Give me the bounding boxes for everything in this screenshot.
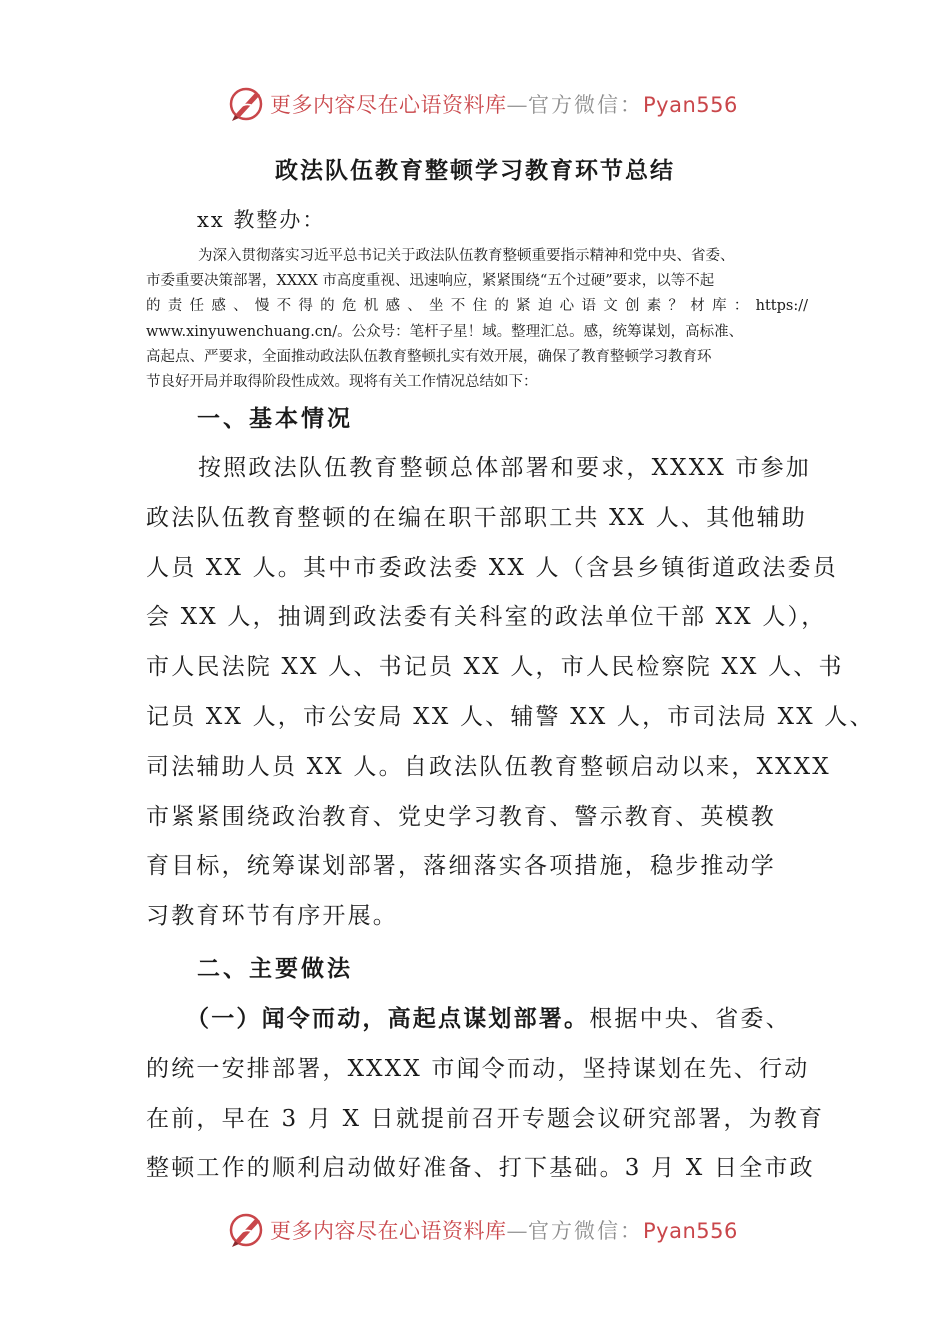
section-basic-paragraph: [146, 444, 875, 942]
document-title: 政法队伍教育整顿学习教育环节总结: [275, 157, 675, 184]
paragraph-line-rest: 根据中央、省委、: [589, 1006, 791, 1032]
paragraph-line: 记员 XX 人，市公安局 XX 人、辅警 XX 人，市司法局 XX 人、: [146, 703, 875, 730]
paragraph-line: 的统一安排部署，XXXX 市闻令而动，坚持谋划在先、行动: [146, 1055, 810, 1082]
office-name: xx 教整办：: [197, 208, 326, 232]
intro-line: 为深入贯彻落实习近平总书记关于政法队伍教育整顿重要指示精神和党中央、省委、: [198, 248, 735, 264]
intro-paragraph: [146, 244, 808, 395]
intro-line: 节良好开局并取得阶段性成效。现将有关工作情况总结如下：: [146, 374, 538, 391]
paragraph-line: [146, 994, 808, 1045]
intro-line: 的责任感、慢不得的危机感、坐不住的紧迫心语文创素？材库：https://: [146, 298, 808, 315]
banner-wechat-id: Pyan556: [643, 93, 738, 117]
paragraph-line: 整顿工作的顺利启动做好准备、打下基础。3 月 X 日全市政: [146, 1155, 815, 1182]
paragraph-line: 政法队伍教育整顿的在编在职干部职工共 XX 人、其他辅助: [146, 504, 807, 531]
intro-line: 市委重要决策部署，XXXX 市高度重视、迅速响应，紧紧围绕“五个过硬”要求，以等不起: [146, 273, 715, 290]
paragraph-line: 按照政法队伍教育整顿总体部署和要求，XXXX 市参加: [198, 455, 812, 481]
paragraph-line: 司法辅助人员 XX 人。自政法队伍教育整顿启动以来，XXXX: [146, 753, 831, 780]
footer-banner: [226, 1210, 738, 1250]
banner-wechat-label: 官方微信：: [528, 93, 643, 117]
intro-line: www.xinyuwenchuang.cn/。公众号：笔杆子星！域。整理汇总。感，统筹谋划，高标准、: [146, 323, 744, 340]
paragraph-line: 在前，早在 3 月 X 日就提前召开专题会议研究部署，为教育: [146, 1105, 825, 1132]
pen-logo-icon: [226, 1210, 266, 1250]
banner-main-text: 更多内容尽在心语资料库: [270, 93, 507, 117]
paragraph-line: 习教育环节有序开展。: [146, 903, 398, 930]
section-heading-methods: 二、主要做法: [197, 955, 353, 982]
banner-wechat-id: Pyan556: [643, 1219, 738, 1243]
header-banner: [226, 84, 738, 124]
paragraph-line: 育目标，统筹谋划部署，落细落实各项措施，稳步推动学: [146, 853, 776, 880]
banner-main-text: 更多内容尽在心语资料库: [270, 1219, 507, 1243]
intro-line: 高起点、严要求，全面推动政法队伍教育整顿扎实有效开展，确保了教育整顿学习教育环: [146, 348, 712, 365]
paragraph-line: 市人民法院 XX 人、书记员 XX 人，市人民检察院 XX 人、书: [146, 654, 844, 681]
paragraph-line: 会 XX 人，抽调到政法委有关科室的政法单位干部 XX 人），: [146, 604, 827, 631]
banner-wechat-label: 官方微信：: [528, 1219, 643, 1243]
subsection-lead: （一）闻令而动，高起点谋划部署。: [186, 1005, 590, 1032]
paragraph-line: 市紧紧围绕政治教育、党史学习教育、警示教育、英模教: [146, 803, 776, 830]
section-methods-paragraph: [146, 994, 825, 1194]
section-heading-basic: 一、基本情况: [197, 405, 353, 432]
banner-separator: —: [506, 93, 528, 117]
banner-text: [270, 1215, 738, 1245]
paragraph-line: 人员 XX 人。其中市委政法委 XX 人（含县乡镇街道政法委员: [146, 554, 838, 581]
banner-text: [270, 89, 738, 119]
banner-separator: —: [506, 1219, 528, 1243]
pen-logo-icon: [226, 84, 266, 124]
